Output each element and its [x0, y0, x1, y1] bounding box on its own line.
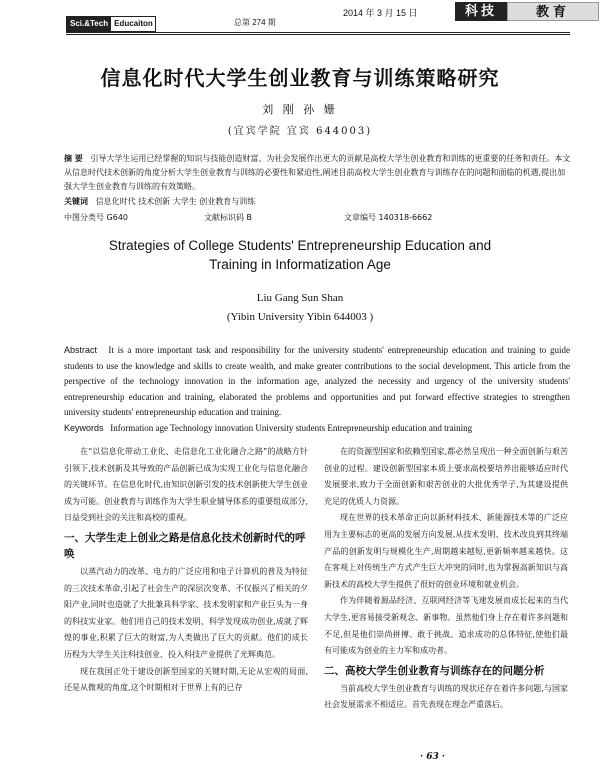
header-rule — [66, 32, 570, 33]
abstract-en — [64, 343, 570, 421]
article-title-cn: 信息化时代大学生创业教育与训练策略研究 — [100, 66, 500, 90]
abstract-cn — [64, 152, 572, 194]
clc-number: 中图分类号 G640 — [64, 213, 129, 222]
education-label: Educaiton — [114, 19, 153, 28]
header-rule-2 — [66, 34, 570, 35]
body-column-left — [64, 444, 308, 697]
classification-line — [64, 212, 572, 223]
body-paragraph: 现在我国正处于建设创新型国家的关键时期,无论从宏观的局面,还是从微观的角度,这个时期相对于世界上有的已存 — [64, 666, 308, 693]
article-number: 文章编号 140318-6662 — [344, 213, 433, 222]
body-paragraph: 作为伴随着源品经济、互联网经济等飞速发展而成长起来的当代大学生,更容易接受新观念、新事物。虽然他们身上存在着许多问题和不足,但是他们崇尚拼搏、敢于挑战、追求成功的总体特征,使他们最有可能成为创业的主力军和成功者。 — [324, 596, 568, 656]
section-heading-2: 二、高校大学生创业教育与训练存在的问题分析 — [324, 664, 545, 677]
authors-cn: 刘 刚 孙 姗 — [262, 103, 338, 116]
keywords-en — [64, 423, 570, 433]
keywords-cn — [64, 196, 572, 207]
title-en-line-2: Training in Informatization Age — [209, 257, 391, 272]
abstract-en-label: Abstract — [64, 345, 98, 355]
body-paragraph: 现在世界的技术革命正向以新材料技术、新能源技术等的广泛应用为主要标志的更高的发展方向发展,从技术发明、技术改良到其终端产品的创新发明与规模化生产,周期越来越短,更新频率越来越快。这在客观上对传统生产方式产生巨大冲突的同时,也为掌握高新知识与高新技术的高校大学生提供了很好的创业环境和就业机会。 — [324, 513, 568, 589]
issue-number: 总第 274 期 — [234, 18, 276, 27]
keywords-en-label: Keywords — [64, 423, 104, 433]
journal-section-badge — [66, 16, 156, 32]
abstract-cn-text: 引导大学生运用已经掌握的知识与技能创造财富、为社会发展作出更大的贡献是高校大学生创业教育和训练的更重要的任务和责任。本文从信息时代技术创新的角度分析大学生创业教育与训练的必要性和紧迫性,阐述目前高校大学生创业教育与训练存在的问题和面临的机遇,提出加强大学生创业教育与训练的有效策略。 — [64, 154, 571, 191]
journal-brand — [455, 2, 599, 21]
abstract-en-text: It is a more important task and responsibility for the university students' entrepreneurship education and training to guide students to use the knowledge and skills to create wealth, and make greater contributions to the social development. This article from the perspective of the technology innovation in the information age, analyzed the necessity and urgency of the university students' entrepreneurship education and training, elaborated the problems and opportunities and put forward effective strategies to strengthen university students' entrepreneurship education and training. — [64, 345, 570, 417]
brand-keji: 科技 — [455, 2, 507, 21]
affiliation-cn: (宜宾学院 宜宾 644003) — [227, 126, 373, 137]
authors-en: Liu Gang Sun Shan — [256, 292, 344, 304]
sci-tech-label: Sci.&Tech — [67, 17, 111, 31]
keywords-cn-text: 信息化时代 技术创新 大学生 创业教育与训练 — [95, 197, 256, 206]
keywords-cn-label: 关键词 — [64, 197, 88, 206]
body-paragraph: 在“以信息化带动工业化、走信息化工业化融合之路”的战略方针引领下,技术创新及其导致的产品创新已成为实现工业化与信息化融合的关键环节。在信息化时代,由知识创新引发的技术创新使大学生创业成为可能。创业教育与训练作为大学生职业辅导体系的重要组成部分,日益受到社会的关注和高校的重视。 — [64, 447, 308, 523]
brand-jiaoyu: 教育 — [507, 2, 599, 21]
body-paragraph: 当前高校大学生创业教育与训练的现状还存在着许多问题,与国家社会发展需求不相适应。首先表现在理念严重落后。 — [324, 683, 568, 710]
body-paragraph: 在的资源型国家和依赖型国家,都必然呈现出一种全面创新与艰苦创业的过程。建设创新型国家本质上要求高校要培养出能够适应时代发展要求,致力于全面创新和艰苦创业的大批优秀学子,为其建设提供充足的优质人力资源。 — [324, 447, 568, 506]
page-number: · 63 · — [420, 752, 446, 762]
article-title-en — [0, 236, 600, 274]
title-en-line-1: Strategies of College Students' Entrepreneurship Education and — [108, 238, 492, 253]
body-paragraph: 以蒸汽动力的改革、电力的广泛应用和电子计算机的普及为特征的三次技术革命,引起了社会生产的深层次变革、不仅振兴了相关的夕阳产业,同时也造就了大批兼具科学家、技术发明家和产业巨头为一身的科技实业家。他们用自己的技术发明、科学发现成功创业,成就了辉煌的事业,积累了巨大的财富,为人类做出了巨大的贡献。他们的成长历程为大学生关注科技创业、投入科技产业提供了光辉典范。 — [64, 566, 308, 659]
abstract-cn-label: 摘 要 — [64, 154, 83, 163]
document-code: 文献标识码 B — [204, 213, 253, 222]
keywords-en-text: Information age Technology innovation University students Entrepreneurship education and training — [110, 423, 473, 433]
issue-date: 2014 年 3 月 15 日 — [343, 8, 418, 18]
affiliation-en: (Yibin University Yibin 644003 ) — [226, 311, 374, 323]
section-heading-1: 一、大学生走上创业之路是信息化技术创新时代的呼唤 — [64, 531, 306, 560]
body-column-right — [324, 444, 568, 714]
